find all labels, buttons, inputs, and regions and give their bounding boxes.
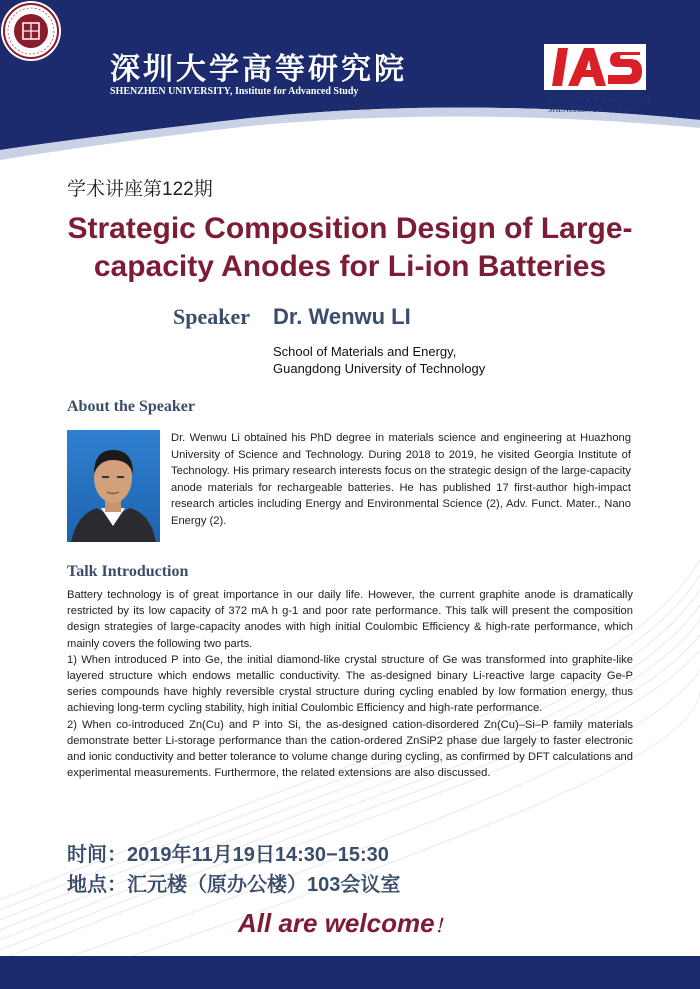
- header-banner: [0, 0, 700, 165]
- affiliation-line-1: School of Materials and Energy,: [273, 344, 457, 359]
- ias-name: Institute for Advanced Study: [548, 94, 652, 104]
- affiliation-line-2: Guangdong University of Technology: [273, 361, 486, 376]
- university-seal-icon: [0, 0, 62, 62]
- talk-heading: Talk Introduction: [67, 563, 189, 580]
- ias-logo-icon: [544, 44, 646, 90]
- speaker-label: Speaker: [173, 304, 250, 329]
- university-name-cn: 深圳大学高等研究院: [110, 52, 407, 87]
- university-name-en: SHENZHEN UNIVERSITY, Institute for Advanced Study: [110, 86, 359, 97]
- speaker-affiliation: [273, 343, 485, 377]
- welcome-text: All are welcome: [238, 908, 435, 938]
- welcome-mark: ！: [434, 916, 453, 936]
- ias-university: SHENZHEN UNIVERSITY: [548, 105, 641, 114]
- event-time: 时间：2019年11月19日14:30−15:30: [67, 844, 389, 866]
- speaker-photo: [67, 430, 160, 542]
- event-place: 地点：汇元楼（原办公楼）103会议室: [67, 874, 401, 896]
- welcome-message: [238, 908, 453, 939]
- speaker-bio: Dr. Wenwu Li obtained his PhD degree in materials science and engineering at Huazhong University of Science and Technology. During 2018 to 2019, he visited Georgia Institute of Technology. His primary research interests focus on the strategic design of the large-capacity anode materials for rechargeable batteries. He has published 17 first-author high-impact research articles including Energy and Environmental Science (2), Adv. Funct. Mater., Nano Energy (2).: [171, 432, 631, 527]
- speaker-name: Dr. Wenwu LI: [273, 304, 411, 329]
- lecture-title: Strategic Composition Design of Large-capacity Anodes for Li-ion Batteries: [67, 212, 633, 283]
- talk-paragraph: 1) When introduced P into Ge, the initial diamond-like crystal structure of Ge was transformed into graphite-like layered structure which endows metallic conductivity. The as-designed binary Li-reactive large capacity Ge-P series compounds have highly reversible crystal structure during cycling enabled by low formation energy, thus achieving long-term cycling stability, high initial Coulombic Efficiency and high-rate performance.: [67, 653, 633, 715]
- lecture-series: 学术讲座第122期: [67, 179, 213, 200]
- ias-logo: [544, 44, 652, 114]
- talk-paragraph: 2) When co-introduced Zn(Cu) and P into Si, the as-designed cation-disordered Zn(Cu)–Si–P family materials demonstrate better Li-storage performance than the cation-ordered ZnSiP2 phase due largely to faster electronic and ionic conductivity and better tolerance to volume change during cycling, as confirmed by DFT calculations and experimental measurements. Furthermore, the related extensions are also discussed.: [67, 718, 633, 780]
- talk-introduction: [67, 587, 633, 781]
- about-heading: About the Speaker: [67, 398, 196, 415]
- talk-paragraph: Battery technology is of great importance in our daily life. However, the current graphite anode is dramatically restricted by its low capacity of 372 mA h g-1 and poor rate performance. This talk will present the composition design strategies of large-capacity anodes with high initial Coulombic Efficiency & high-rate performance, which mainly covers the following two parts.: [67, 589, 633, 650]
- footer-bar: [0, 956, 700, 989]
